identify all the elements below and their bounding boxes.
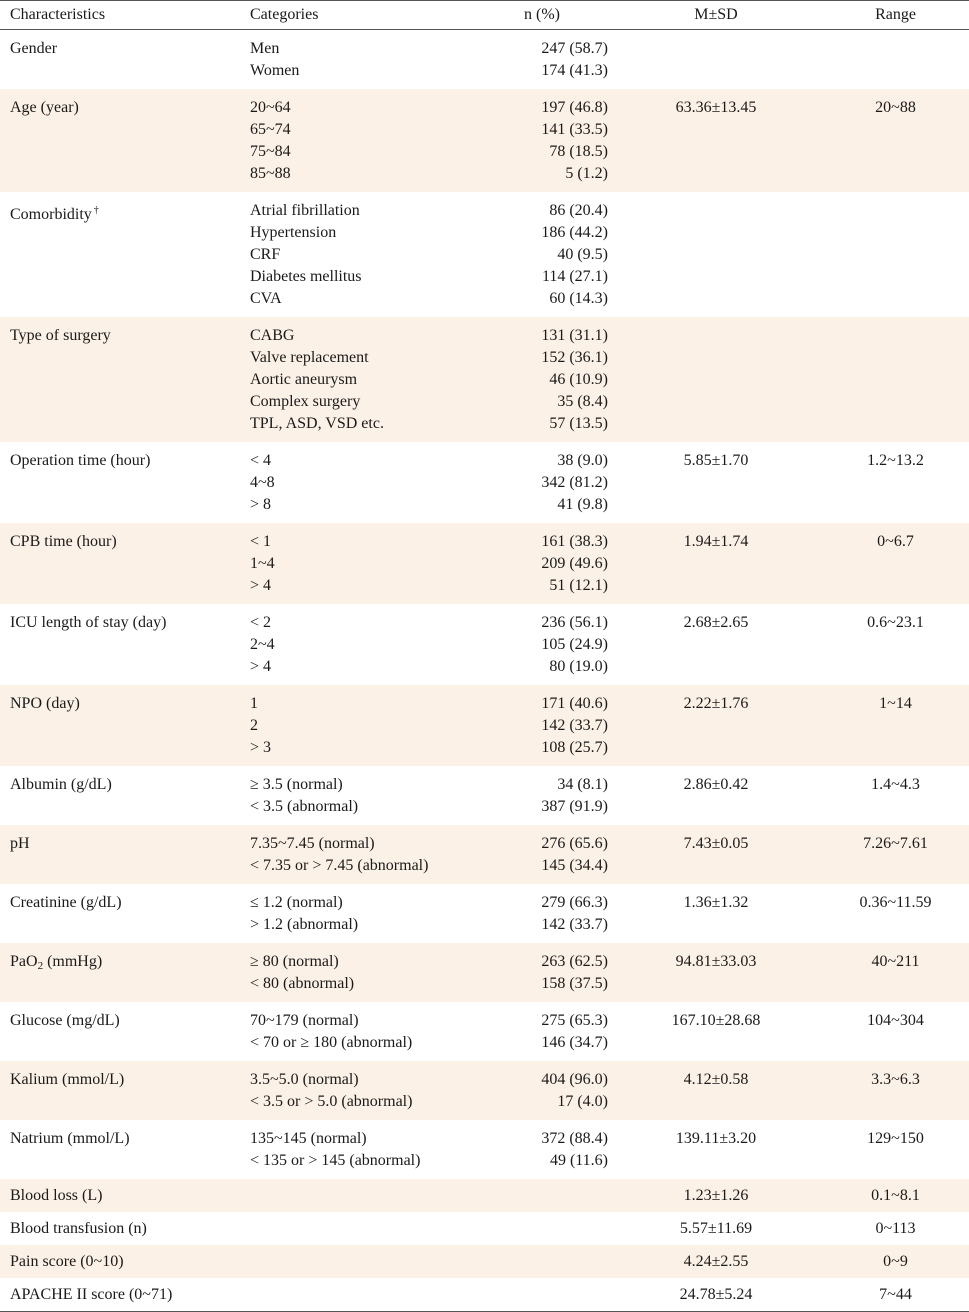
row-mean-sd: 4.24±2.55	[610, 1245, 822, 1278]
row-label-text: ICU length of stay (day)	[10, 614, 167, 631]
table-row	[0, 30, 969, 90]
table-row	[0, 604, 969, 685]
table-row	[0, 1061, 969, 1120]
row-n-percent	[510, 1278, 610, 1312]
row-label-text: pH	[10, 835, 30, 852]
row-label	[0, 89, 240, 192]
n-percent-value: 17 (4.0)	[557, 1093, 608, 1110]
row-n-percent	[510, 766, 610, 825]
row-categories	[240, 1179, 510, 1212]
row-mean-sd: 2.22±1.76	[610, 685, 822, 766]
n-percent-value: 114 (27.1)	[541, 268, 608, 285]
row-range: 104~304	[867, 1012, 924, 1029]
row-categories	[240, 523, 510, 604]
row-label	[0, 1120, 240, 1179]
row-range: 20~88	[822, 89, 969, 192]
row-categories	[240, 685, 510, 766]
category-item: 85~88	[250, 165, 291, 182]
n-percent-value: 86 (20.4)	[549, 202, 608, 219]
row-label-text: Natrium (mmol/L)	[10, 1130, 130, 1147]
n-percent-value: 35 (8.4)	[557, 393, 608, 410]
category-item: < 1	[250, 533, 272, 550]
category-item: ≥ 80 (normal)	[250, 953, 339, 970]
row-range	[822, 192, 969, 317]
category-item: < 135 or > 145 (abnormal)	[250, 1152, 421, 1169]
row-n-percent	[510, 523, 610, 604]
row-range	[822, 317, 969, 442]
category-item: CVA	[250, 290, 282, 307]
row-label-text: Age (year)	[10, 99, 79, 116]
n-percent-value: 404 (96.0)	[541, 1071, 608, 1088]
table-row	[0, 317, 969, 442]
row-range: 0.6~23.1	[867, 614, 924, 631]
category-item: Aortic aneurysm	[250, 371, 358, 388]
row-categories	[240, 604, 510, 685]
n-percent-value: 142 (33.7)	[541, 916, 608, 933]
n-percent-value: 171 (40.6)	[541, 695, 608, 712]
row-label	[0, 685, 240, 766]
n-percent-value: 46 (10.9)	[549, 371, 608, 388]
row-range: 129~150	[867, 1130, 924, 1147]
row-mean-sd: 1.23±1.26	[610, 1179, 822, 1212]
row-label-unit: (mmHg)	[43, 953, 103, 970]
header-n-percent: n (%)	[492, 1, 592, 30]
row-categories	[240, 1061, 510, 1120]
n-percent-value: 38 (9.0)	[557, 452, 608, 469]
n-percent-value: 105 (24.9)	[541, 636, 608, 653]
n-percent-value: 186 (44.2)	[541, 224, 608, 241]
row-range: 0.1~8.1	[822, 1179, 969, 1212]
row-label	[0, 766, 240, 825]
n-percent-value: 279 (66.3)	[541, 894, 608, 911]
category-item: 4~8	[250, 474, 275, 491]
category-item: 1	[250, 695, 258, 712]
n-percent-value: 49 (11.6)	[549, 1152, 608, 1169]
row-mean-sd: 139.11±3.20	[675, 1130, 757, 1147]
table-row	[0, 192, 969, 317]
category-item: Atrial fibrillation	[250, 202, 360, 219]
category-item: > 4	[250, 577, 272, 594]
row-categories	[240, 943, 510, 1002]
category-item: < 3.5 or > 5.0 (abnormal)	[250, 1093, 413, 1110]
category-item: ≤ 1.2 (normal)	[250, 894, 343, 911]
row-mean-sd: 63.36±13.45	[610, 89, 822, 192]
category-item: < 80 (abnormal)	[250, 975, 355, 992]
row-categories	[240, 1002, 510, 1061]
row-range: 0~6.7	[822, 523, 969, 604]
row-range: 0~9	[822, 1245, 969, 1278]
row-categories	[240, 1278, 510, 1312]
row-categories	[240, 442, 510, 523]
n-percent-value: 276 (65.6)	[541, 835, 608, 852]
table-row	[0, 1002, 969, 1061]
table-row	[0, 825, 969, 884]
n-percent-value: 161 (38.3)	[541, 533, 608, 550]
table-row	[0, 943, 969, 1002]
table-row	[0, 1278, 969, 1312]
n-percent-value: 60 (14.3)	[549, 290, 608, 307]
row-range: 7.26~7.61	[822, 825, 969, 884]
n-percent-value: 275 (65.3)	[541, 1012, 608, 1029]
table-row	[0, 766, 969, 825]
n-percent-value: 247 (58.7)	[541, 40, 608, 57]
row-label	[0, 1278, 240, 1312]
category-item: Men	[250, 40, 280, 57]
row-mean-sd: 167.10±28.68	[671, 1012, 761, 1029]
row-n-percent	[510, 192, 610, 317]
row-label-text: Albumin (g/dL)	[10, 776, 112, 793]
row-categories	[240, 89, 510, 192]
row-n-percent	[510, 685, 610, 766]
n-percent-value: 40 (9.5)	[557, 246, 608, 263]
row-label	[0, 943, 240, 1002]
row-n-percent	[510, 604, 610, 685]
n-percent-value: 5 (1.2)	[565, 165, 608, 182]
n-percent-value: 41 (9.8)	[557, 496, 608, 513]
row-label-text: NPO (day)	[10, 695, 80, 712]
category-item: 1~4	[250, 555, 275, 572]
row-categories	[240, 884, 510, 943]
row-mean-sd: 1.94±1.74	[610, 523, 822, 604]
category-item: 75~84	[250, 143, 291, 160]
row-mean-sd	[610, 317, 822, 442]
category-item: TPL, ASD, VSD etc.	[250, 415, 384, 432]
row-label-text: Creatinine (g/dL)	[10, 894, 122, 911]
row-label	[0, 523, 240, 604]
row-range: 1~14	[822, 685, 969, 766]
row-label	[0, 884, 240, 943]
header-characteristics: Characteristics	[0, 1, 240, 30]
category-item: < 70 or ≥ 180 (abnormal)	[250, 1034, 413, 1051]
category-item: Hypertension	[250, 224, 337, 241]
table-row	[0, 1245, 969, 1278]
row-n-percent	[510, 442, 610, 523]
row-n-percent	[510, 1061, 610, 1120]
row-range: 1.4~4.3	[871, 776, 920, 793]
category-item: > 4	[250, 658, 272, 675]
row-n-percent	[510, 943, 610, 1002]
n-percent-value: 51 (12.1)	[549, 577, 608, 594]
n-percent-value: 34 (8.1)	[557, 776, 608, 793]
row-mean-sd: 1.36±1.32	[683, 894, 749, 911]
row-label-text: PaO	[10, 953, 38, 970]
n-percent-value: 387 (91.9)	[541, 798, 608, 815]
header-row	[0, 1, 969, 30]
row-mean-sd	[610, 192, 822, 317]
row-categories	[240, 30, 510, 90]
category-item: ≥ 3.5 (normal)	[250, 776, 343, 793]
row-categories	[240, 1212, 510, 1245]
category-item: < 3.5 (abnormal)	[250, 798, 359, 815]
row-label	[0, 1179, 240, 1212]
n-percent-value: 141 (33.5)	[541, 121, 608, 138]
header-range: Range	[822, 1, 969, 30]
row-label	[0, 604, 240, 685]
n-percent-value: 80 (19.0)	[549, 658, 608, 675]
row-mean-sd: 5.85±1.70	[683, 452, 749, 469]
category-item: 65~74	[250, 121, 291, 138]
row-mean-sd	[610, 30, 822, 90]
n-percent-value: 158 (37.5)	[541, 975, 608, 992]
table-body	[0, 30, 969, 1312]
row-range: 0.36~11.59	[859, 894, 932, 911]
n-percent-value: 197 (46.8)	[541, 99, 608, 116]
row-categories	[240, 1120, 510, 1179]
row-label-text: Kalium (mmol/L)	[10, 1071, 125, 1088]
row-n-percent	[510, 89, 610, 192]
n-percent-value: 78 (18.5)	[549, 143, 608, 160]
category-item: Complex surgery	[250, 393, 361, 410]
row-range: 40~211	[822, 943, 969, 1002]
row-mean-sd: 7.43±0.05	[610, 825, 822, 884]
header-categories: Categories	[240, 1, 510, 30]
row-mean-sd: 94.81±33.03	[610, 943, 822, 1002]
n-percent-value: 263 (62.5)	[541, 953, 608, 970]
row-range: 0~113	[875, 1220, 916, 1237]
row-range: 7~44	[822, 1278, 969, 1312]
n-percent-value: 342 (81.2)	[541, 474, 608, 491]
row-label-text: Comorbidity	[10, 206, 92, 223]
row-label	[0, 442, 240, 523]
row-label-text: APACHE II score (0~71)	[10, 1286, 173, 1303]
category-item: 2~4	[250, 636, 275, 653]
category-item: < 7.35 or > 7.45 (abnormal)	[250, 857, 429, 874]
n-percent-value: 145 (34.4)	[541, 857, 608, 874]
category-item: > 1.2 (abnormal)	[250, 916, 359, 933]
row-label-text: Type of surgery	[10, 327, 111, 344]
category-item: 7.35~7.45 (normal)	[250, 835, 375, 852]
row-label-text: Gender	[10, 40, 58, 57]
row-n-percent	[510, 884, 610, 943]
row-mean-sd: 5.57±11.69	[679, 1220, 753, 1237]
row-n-percent	[510, 317, 610, 442]
row-categories	[240, 766, 510, 825]
n-percent-value: 372 (88.4)	[541, 1130, 608, 1147]
row-range: 1.2~13.2	[867, 452, 924, 469]
category-item: > 8	[250, 496, 272, 513]
table-row	[0, 442, 969, 523]
row-label-text: CPB time (hour)	[10, 533, 117, 550]
row-n-percent	[510, 1245, 610, 1278]
n-percent-value: 146 (34.7)	[541, 1034, 608, 1051]
n-percent-value: 108 (25.7)	[541, 739, 608, 756]
row-label	[0, 317, 240, 442]
row-label	[0, 192, 240, 317]
row-label-text: Operation time (hour)	[10, 452, 151, 469]
n-percent-value: 174 (41.3)	[541, 62, 608, 79]
category-item: Women	[250, 62, 300, 79]
n-percent-value: 142 (33.7)	[541, 717, 608, 734]
category-item: 3.5~5.0 (normal)	[250, 1071, 359, 1088]
row-n-percent	[510, 30, 610, 90]
row-categories	[240, 825, 510, 884]
n-percent-value: 131 (31.1)	[541, 327, 608, 344]
header-mean-sd: M±SD	[610, 1, 822, 30]
n-percent-value: 209 (49.6)	[541, 555, 608, 572]
row-categories	[240, 317, 510, 442]
table-row	[0, 1179, 969, 1212]
row-n-percent	[510, 1120, 610, 1179]
category-item: > 3	[250, 739, 272, 756]
row-n-percent	[510, 825, 610, 884]
row-label-text: Blood transfusion (n)	[10, 1220, 147, 1237]
table-header	[0, 1, 969, 30]
category-item: < 4	[250, 452, 272, 469]
row-mean-sd: 2.86±0.42	[683, 776, 749, 793]
category-item: Diabetes mellitus	[250, 268, 362, 285]
row-categories	[240, 192, 510, 317]
row-label	[0, 1002, 240, 1061]
row-label	[0, 1245, 240, 1278]
category-item: CABG	[250, 327, 295, 344]
table-row	[0, 884, 969, 943]
row-label	[0, 30, 240, 90]
row-label	[0, 1061, 240, 1120]
table-row	[0, 1212, 969, 1245]
row-n-percent	[510, 1002, 610, 1061]
table-row	[0, 523, 969, 604]
row-mean-sd: 4.12±0.58	[610, 1061, 822, 1120]
dagger-footnote-mark: †	[93, 205, 99, 216]
row-n-percent	[510, 1179, 610, 1212]
n-percent-value: 57 (13.5)	[549, 415, 608, 432]
row-label-text: Glucose (mg/dL)	[10, 1012, 120, 1029]
row-label-text: Blood loss (L)	[10, 1187, 103, 1204]
table-row	[0, 89, 969, 192]
category-item: 135~145 (normal)	[250, 1130, 367, 1147]
category-item: 70~179 (normal)	[250, 1012, 359, 1029]
table-row	[0, 1120, 969, 1179]
table-row	[0, 685, 969, 766]
row-range: 3.3~6.3	[822, 1061, 969, 1120]
row-label-subscript: 2	[37, 960, 44, 972]
n-percent-value: 152 (36.1)	[541, 349, 608, 366]
row-mean-sd: 2.68±2.65	[683, 614, 749, 631]
n-percent-value: 236 (56.1)	[541, 614, 608, 631]
category-item: 20~64	[250, 99, 291, 116]
row-mean-sd: 24.78±5.24	[610, 1278, 822, 1312]
category-item: < 2	[250, 614, 272, 631]
row-label-text: Pain score (0~10)	[10, 1253, 124, 1270]
row-n-percent	[510, 1212, 610, 1245]
row-label	[0, 825, 240, 884]
row-categories	[240, 1245, 510, 1278]
category-item: Valve replacement	[250, 349, 369, 366]
category-item: 2	[250, 717, 258, 734]
row-label	[0, 1212, 240, 1245]
row-range	[822, 30, 969, 90]
category-item: CRF	[250, 246, 281, 263]
